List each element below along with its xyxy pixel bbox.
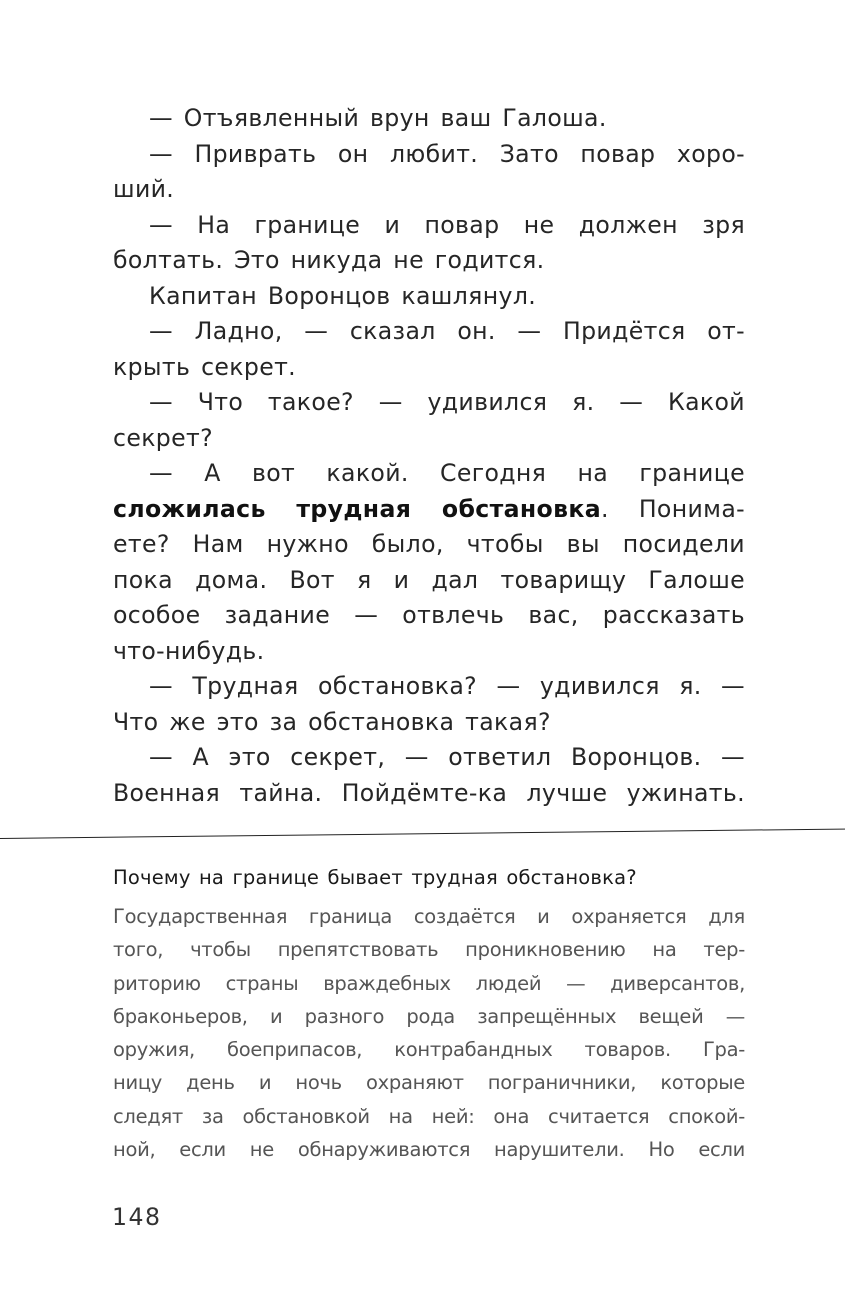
paragraph xyxy=(113,740,745,776)
text-line: . Понима- xyxy=(601,494,745,523)
paragraph-continuation xyxy=(113,527,745,563)
paragraph-continuation xyxy=(113,421,745,457)
text-line: секрет? xyxy=(113,423,213,452)
info-box-title: Почему на границе бывает трудная обстановка? xyxy=(113,866,637,889)
text-line: ете? Нам нужно было, чтобы вы посидели xyxy=(113,530,745,558)
text-line: — Приврать он любит. Зато повар хоро- xyxy=(149,139,745,168)
info-line: ницу день и ночь охраняют пограничники, которые xyxy=(113,1071,745,1095)
page-number: 148 xyxy=(112,1203,162,1231)
paragraph-continuation xyxy=(113,492,745,528)
paragraph xyxy=(113,137,745,173)
text-line: — А вот какой. Сегодня на границе xyxy=(149,459,745,487)
paragraph xyxy=(113,101,745,137)
paragraph xyxy=(113,314,745,350)
paragraph xyxy=(113,669,745,705)
paragraph xyxy=(113,456,745,492)
text-line: ший. xyxy=(113,175,175,203)
text-line: — А это секрет, — ответил Воронцов. — xyxy=(149,743,745,771)
paragraph-continuation xyxy=(113,598,745,634)
paragraph-continuation xyxy=(113,243,745,279)
info-line: ной, если не обнаруживаются нарушители. Но если xyxy=(113,1138,745,1162)
paragraph-continuation xyxy=(113,705,745,741)
paragraph xyxy=(113,385,745,421)
paragraph-continuation xyxy=(113,563,745,599)
text-line: крыть секрет. xyxy=(113,352,297,381)
info-line: риторию страны враждебных людей — диверсантов, xyxy=(113,971,745,995)
paragraph-continuation xyxy=(113,634,745,670)
text-line: Что же это за обстановка такая? xyxy=(113,707,551,736)
info-line: браконьеров, и разного рода запрещённых вещей — xyxy=(113,1004,745,1028)
text-line: пока дома. Вот я и дал товарищу Галоше xyxy=(113,565,745,594)
text-line: — Отъявленный врун ваш Галоша. xyxy=(149,104,607,132)
paragraph-continuation xyxy=(113,172,745,208)
text-line: Военная тайна. Пойдёмте-ка лучше ужинать. xyxy=(113,778,745,807)
info-line: следят за обстановкой на ней: она считается спокой- xyxy=(113,1104,745,1128)
info-line: оружия, боеприпасов, контрабандных товаров. Гра- xyxy=(113,1038,745,1062)
text-line: — Что такое? — удивился я. — Какой xyxy=(149,388,745,416)
text-line: особое задание — отвлечь вас, рассказать xyxy=(113,601,745,629)
text-line: что-нибудь. xyxy=(113,636,265,665)
text-line: болтать. Это никуда не годится. xyxy=(113,246,545,274)
text-line: — На границе и повар не должен зря xyxy=(149,210,745,239)
paragraph-continuation xyxy=(113,776,745,812)
bold-term: сложилась трудная обстановка xyxy=(113,494,602,523)
paragraph-continuation xyxy=(113,350,745,386)
info-line: того, чтобы препятствовать проникновению на тер- xyxy=(113,938,745,962)
info-box-text xyxy=(113,900,745,1166)
paragraph xyxy=(113,208,745,244)
text-line: — Ладно, — сказал он. — Придётся от- xyxy=(149,317,745,345)
text-line: Капитан Воронцов кашлянул. xyxy=(149,281,537,310)
main-text xyxy=(113,101,745,811)
info-line: Государственная граница создаётся и охраняется для xyxy=(113,905,745,928)
text-line: — Трудная обстановка? — удивился я. — xyxy=(149,672,745,700)
divider-line xyxy=(0,828,845,839)
info-box xyxy=(113,863,745,1166)
paragraph xyxy=(113,279,745,315)
